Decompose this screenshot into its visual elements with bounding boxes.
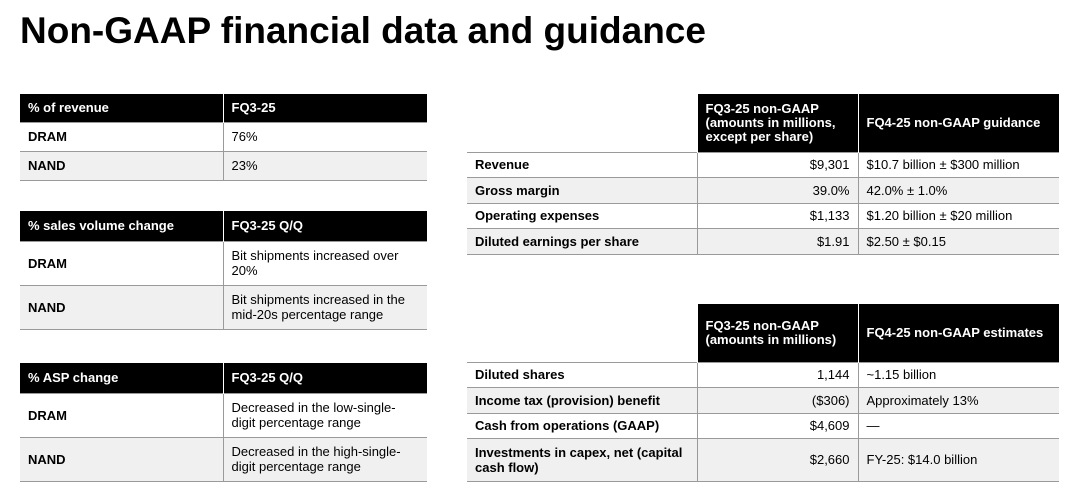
table-header: FQ3-25: [223, 94, 427, 122]
table-cell: $4,609: [697, 413, 858, 438]
table-cell: Bit shipments increased over 20%: [223, 241, 427, 285]
table-cell: $10.7 billion ± $300 million: [858, 152, 1059, 177]
row-label: DRAM: [20, 241, 223, 285]
page-title: Non-GAAP financial data and guidance: [20, 10, 706, 51]
table-cell: 39.0%: [697, 177, 858, 203]
table-cell: Approximately 13%: [858, 387, 1059, 413]
table-cell: ($306): [697, 387, 858, 413]
table-cell: $1.91: [697, 228, 858, 254]
table-cell: Bit shipments increased in the mid-20s percentage range: [223, 285, 427, 329]
row-label: Cash from operations (GAAP): [467, 413, 697, 438]
table-header: % sales volume change: [20, 211, 223, 241]
table-cell: FY-25: $14.0 billion: [858, 438, 1059, 481]
table-cell: 1,144: [697, 362, 858, 387]
row-label: Gross margin: [467, 177, 697, 203]
table-header: FQ3-25 Q/Q: [223, 211, 427, 241]
table-header: FQ4-25 non-GAAP estimates: [858, 304, 1059, 362]
row-label: DRAM: [20, 122, 223, 151]
row-label: Investments in capex, net (capital cash flow): [467, 438, 697, 481]
revenue-mix-table: [20, 94, 427, 181]
sales-volume-table: [20, 211, 427, 330]
row-label: NAND: [20, 151, 223, 180]
table-cell: 23%: [223, 151, 427, 180]
table-cell: —: [858, 413, 1059, 438]
row-label: Diluted shares: [467, 362, 697, 387]
row-label: NAND: [20, 437, 223, 481]
asp-change-table: [20, 363, 427, 482]
empty-header: [467, 304, 697, 362]
row-label: DRAM: [20, 393, 223, 437]
table-cell: Decreased in the low-single-digit percentage range: [223, 393, 427, 437]
table-header: FQ4-25 non-GAAP guidance: [858, 94, 1059, 152]
row-label: Diluted earnings per share: [467, 228, 697, 254]
table-cell: $2.50 ± $0.15: [858, 228, 1059, 254]
table-cell: $1,133: [697, 203, 858, 228]
table-cell: Decreased in the high-single-digit percentage range: [223, 437, 427, 481]
row-label: Income tax (provision) benefit: [467, 387, 697, 413]
table-header: % ASP change: [20, 363, 223, 393]
table-cell: $1.20 billion ± $20 million: [858, 203, 1059, 228]
table-cell: 42.0% ± 1.0%: [858, 177, 1059, 203]
table-header: % of revenue: [20, 94, 223, 122]
table-header: FQ3-25 non-GAAP (amounts in millions): [697, 304, 858, 362]
empty-header: [467, 94, 697, 152]
table-cell: $2,660: [697, 438, 858, 481]
row-label: Revenue: [467, 152, 697, 177]
table-cell: 76%: [223, 122, 427, 151]
table-cell: ~1.15 billion: [858, 362, 1059, 387]
table-header: FQ3-25 Q/Q: [223, 363, 427, 393]
estimates-table: [467, 304, 1059, 482]
table-cell: $9,301: [697, 152, 858, 177]
row-label: NAND: [20, 285, 223, 329]
row-label: Operating expenses: [467, 203, 697, 228]
table-header: FQ3-25 non-GAAP (amounts in millions, except per share): [697, 94, 858, 152]
guidance-table: [467, 94, 1059, 255]
